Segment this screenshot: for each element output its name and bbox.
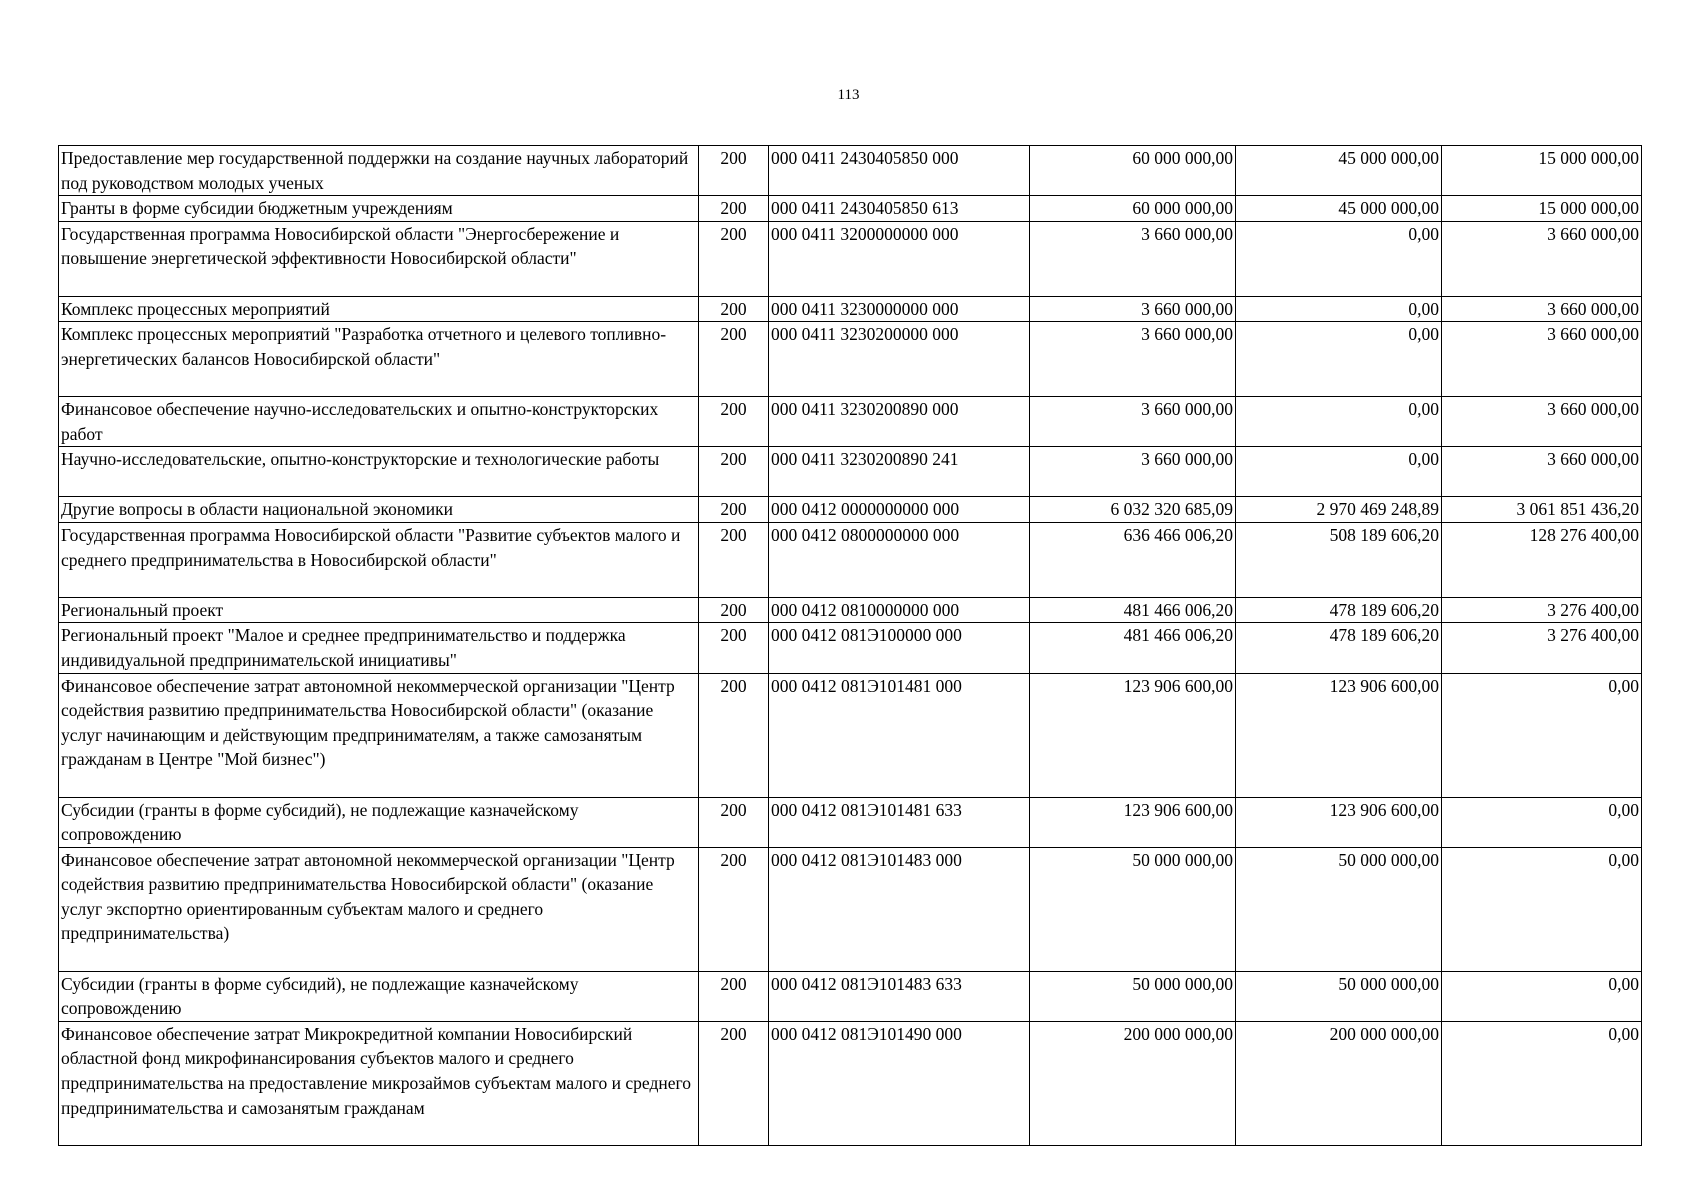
row-code-cell: 200	[699, 847, 769, 971]
row-code-cell: 200	[699, 597, 769, 623]
row-amount-3-cell: 0,00	[1442, 797, 1642, 847]
row-classification-cell: 000 0411 3230200890 241	[769, 447, 1030, 497]
row-amount-3-cell: 3 276 400,00	[1442, 597, 1642, 623]
table-row	[59, 522, 1642, 597]
row-amount-3-cell: 3 061 851 436,20	[1442, 497, 1642, 523]
row-name-cell: Государственная программа Новосибирской области "Энергосбережение и повышение энергетической эффективности Новосибирской области"	[59, 221, 699, 296]
table-row	[59, 146, 1642, 196]
row-amount-2-cell: 123 906 600,00	[1236, 673, 1442, 797]
row-amount-3-cell: 3 276 400,00	[1442, 623, 1642, 673]
row-amount-3-cell: 0,00	[1442, 673, 1642, 797]
row-amount-3-cell: 3 660 000,00	[1442, 296, 1642, 322]
table-row	[59, 971, 1642, 1021]
row-code-cell: 200	[699, 322, 769, 397]
row-code-cell: 200	[699, 797, 769, 847]
row-amount-total-cell: 3 660 000,00	[1030, 221, 1236, 296]
row-classification-cell: 000 0412 0810000000 000	[769, 597, 1030, 623]
row-code-cell: 200	[699, 196, 769, 222]
row-classification-cell: 000 0412 081Э101483 000	[769, 847, 1030, 971]
table-row	[59, 847, 1642, 971]
row-code-cell: 200	[699, 146, 769, 196]
row-code-cell: 200	[699, 221, 769, 296]
row-amount-total-cell: 6 032 320 685,09	[1030, 497, 1236, 523]
page-number: 113	[837, 87, 860, 103]
row-amount-3-cell: 15 000 000,00	[1442, 146, 1642, 196]
row-classification-cell: 000 0411 3230200890 000	[769, 396, 1030, 446]
row-amount-3-cell: 3 660 000,00	[1442, 447, 1642, 497]
row-code-cell: 200	[699, 497, 769, 523]
row-code-cell: 200	[699, 971, 769, 1021]
row-amount-2-cell: 478 189 606,20	[1236, 597, 1442, 623]
table-row	[59, 447, 1642, 497]
table-row	[59, 497, 1642, 523]
row-name-cell: Финансовое обеспечение затрат Микрокредитной компании Новосибирский областной фонд микрофинансирования субъектов малого и среднего предпринимательства на предоставление микрозаймов субъектам малого и среднего предпринимательства и самозанятым гражданам	[59, 1021, 699, 1145]
row-code-cell: 200	[699, 396, 769, 446]
table-row	[59, 623, 1642, 673]
row-amount-total-cell: 3 660 000,00	[1030, 447, 1236, 497]
row-amount-2-cell: 0,00	[1236, 396, 1442, 446]
row-code-cell: 200	[699, 1021, 769, 1145]
row-amount-total-cell: 123 906 600,00	[1030, 797, 1236, 847]
table-row	[59, 221, 1642, 296]
table-row	[59, 1021, 1642, 1145]
row-name-cell: Предоставление мер государственной поддержки на создание научных лабораторий под руководством молодых ученых	[59, 146, 699, 196]
row-amount-2-cell: 45 000 000,00	[1236, 146, 1442, 196]
row-amount-total-cell: 481 466 006,20	[1030, 597, 1236, 623]
row-name-cell: Субсидии (гранты в форме субсидий), не подлежащие казначейскому сопровождению	[59, 797, 699, 847]
row-name-cell: Комплекс процессных мероприятий "Разработка отчетного и целевого топливно-энергетических балансов Новосибирской области"	[59, 322, 699, 397]
row-amount-2-cell: 50 000 000,00	[1236, 847, 1442, 971]
row-classification-cell: 000 0412 081Э101490 000	[769, 1021, 1030, 1145]
row-amount-2-cell: 0,00	[1236, 221, 1442, 296]
row-code-cell: 200	[699, 296, 769, 322]
table-row	[59, 597, 1642, 623]
row-classification-cell: 000 0412 081Э101481 633	[769, 797, 1030, 847]
row-amount-2-cell: 478 189 606,20	[1236, 623, 1442, 673]
row-classification-cell: 000 0411 3200000000 000	[769, 221, 1030, 296]
row-amount-total-cell: 60 000 000,00	[1030, 146, 1236, 196]
row-amount-total-cell: 636 466 006,20	[1030, 522, 1236, 597]
row-amount-3-cell: 3 660 000,00	[1442, 322, 1642, 397]
row-name-cell: Гранты в форме субсидии бюджетным учреждениям	[59, 196, 699, 222]
row-amount-total-cell: 3 660 000,00	[1030, 322, 1236, 397]
row-amount-total-cell: 3 660 000,00	[1030, 296, 1236, 322]
row-amount-3-cell: 0,00	[1442, 1021, 1642, 1145]
row-amount-2-cell: 50 000 000,00	[1236, 971, 1442, 1021]
row-code-cell: 200	[699, 447, 769, 497]
row-amount-total-cell: 50 000 000,00	[1030, 971, 1236, 1021]
row-classification-cell: 000 0411 3230200000 000	[769, 322, 1030, 397]
row-amount-2-cell: 200 000 000,00	[1236, 1021, 1442, 1145]
row-code-cell: 200	[699, 522, 769, 597]
table-row	[59, 797, 1642, 847]
row-name-cell: Региональный проект	[59, 597, 699, 623]
row-classification-cell: 000 0412 081Э101483 633	[769, 971, 1030, 1021]
budget-table-body	[59, 146, 1642, 1146]
row-name-cell: Другие вопросы в области национальной экономики	[59, 497, 699, 523]
row-name-cell: Финансовое обеспечение затрат автономной некоммерческой организации "Центр содействия развитию предпринимательства Новосибирской области" (оказание услуг экспортно ориентированным субъектам малого и среднего предпринимательства)	[59, 847, 699, 971]
row-amount-3-cell: 0,00	[1442, 971, 1642, 1021]
row-classification-cell: 000 0412 0800000000 000	[769, 522, 1030, 597]
row-classification-cell: 000 0412 0000000000 000	[769, 497, 1030, 523]
row-code-cell: 200	[699, 623, 769, 673]
row-amount-3-cell: 3 660 000,00	[1442, 396, 1642, 446]
row-name-cell: Финансовое обеспечение научно-исследовательских и опытно-конструкторских работ	[59, 396, 699, 446]
row-amount-total-cell: 200 000 000,00	[1030, 1021, 1236, 1145]
table-row	[59, 396, 1642, 446]
row-amount-total-cell: 50 000 000,00	[1030, 847, 1236, 971]
row-name-cell: Комплекс процессных мероприятий	[59, 296, 699, 322]
row-amount-2-cell: 0,00	[1236, 447, 1442, 497]
row-amount-3-cell: 3 660 000,00	[1442, 221, 1642, 296]
row-name-cell: Субсидии (гранты в форме субсидий), не подлежащие казначейскому сопровождению	[59, 971, 699, 1021]
row-classification-cell: 000 0411 3230000000 000	[769, 296, 1030, 322]
row-amount-total-cell: 60 000 000,00	[1030, 196, 1236, 222]
row-amount-2-cell: 45 000 000,00	[1236, 196, 1442, 222]
row-classification-cell: 000 0412 081Э100000 000	[769, 623, 1030, 673]
row-amount-3-cell: 128 276 400,00	[1442, 522, 1642, 597]
row-amount-total-cell: 3 660 000,00	[1030, 396, 1236, 446]
row-amount-3-cell: 15 000 000,00	[1442, 196, 1642, 222]
row-classification-cell: 000 0411 2430405850 000	[769, 146, 1030, 196]
row-classification-cell: 000 0412 081Э101481 000	[769, 673, 1030, 797]
row-amount-2-cell: 0,00	[1236, 322, 1442, 397]
table-row	[59, 296, 1642, 322]
row-amount-2-cell: 123 906 600,00	[1236, 797, 1442, 847]
row-name-cell: Государственная программа Новосибирской области "Развитие субъектов малого и среднего предпринимательства в Новосибирской области"	[59, 522, 699, 597]
table-row	[59, 196, 1642, 222]
row-amount-2-cell: 0,00	[1236, 296, 1442, 322]
row-name-cell: Научно-исследовательские, опытно-конструкторские и технологические работы	[59, 447, 699, 497]
row-amount-total-cell: 123 906 600,00	[1030, 673, 1236, 797]
table-row	[59, 322, 1642, 397]
row-amount-3-cell: 0,00	[1442, 847, 1642, 971]
budget-table	[58, 145, 1642, 1146]
row-name-cell: Региональный проект "Малое и среднее предпринимательство и поддержка индивидуальной предпринимательской инициативы"	[59, 623, 699, 673]
row-amount-total-cell: 481 466 006,20	[1030, 623, 1236, 673]
row-classification-cell: 000 0411 2430405850 613	[769, 196, 1030, 222]
table-row	[59, 673, 1642, 797]
row-name-cell: Финансовое обеспечение затрат автономной некоммерческой организации "Центр содействия развитию предпринимательства Новосибирской области" (оказание услуг начинающим и действующим предпринимателям, а также самозанятым гражданам в Центре "Мой бизнес")	[59, 673, 699, 797]
row-code-cell: 200	[699, 673, 769, 797]
row-amount-2-cell: 508 189 606,20	[1236, 522, 1442, 597]
row-amount-2-cell: 2 970 469 248,89	[1236, 497, 1442, 523]
